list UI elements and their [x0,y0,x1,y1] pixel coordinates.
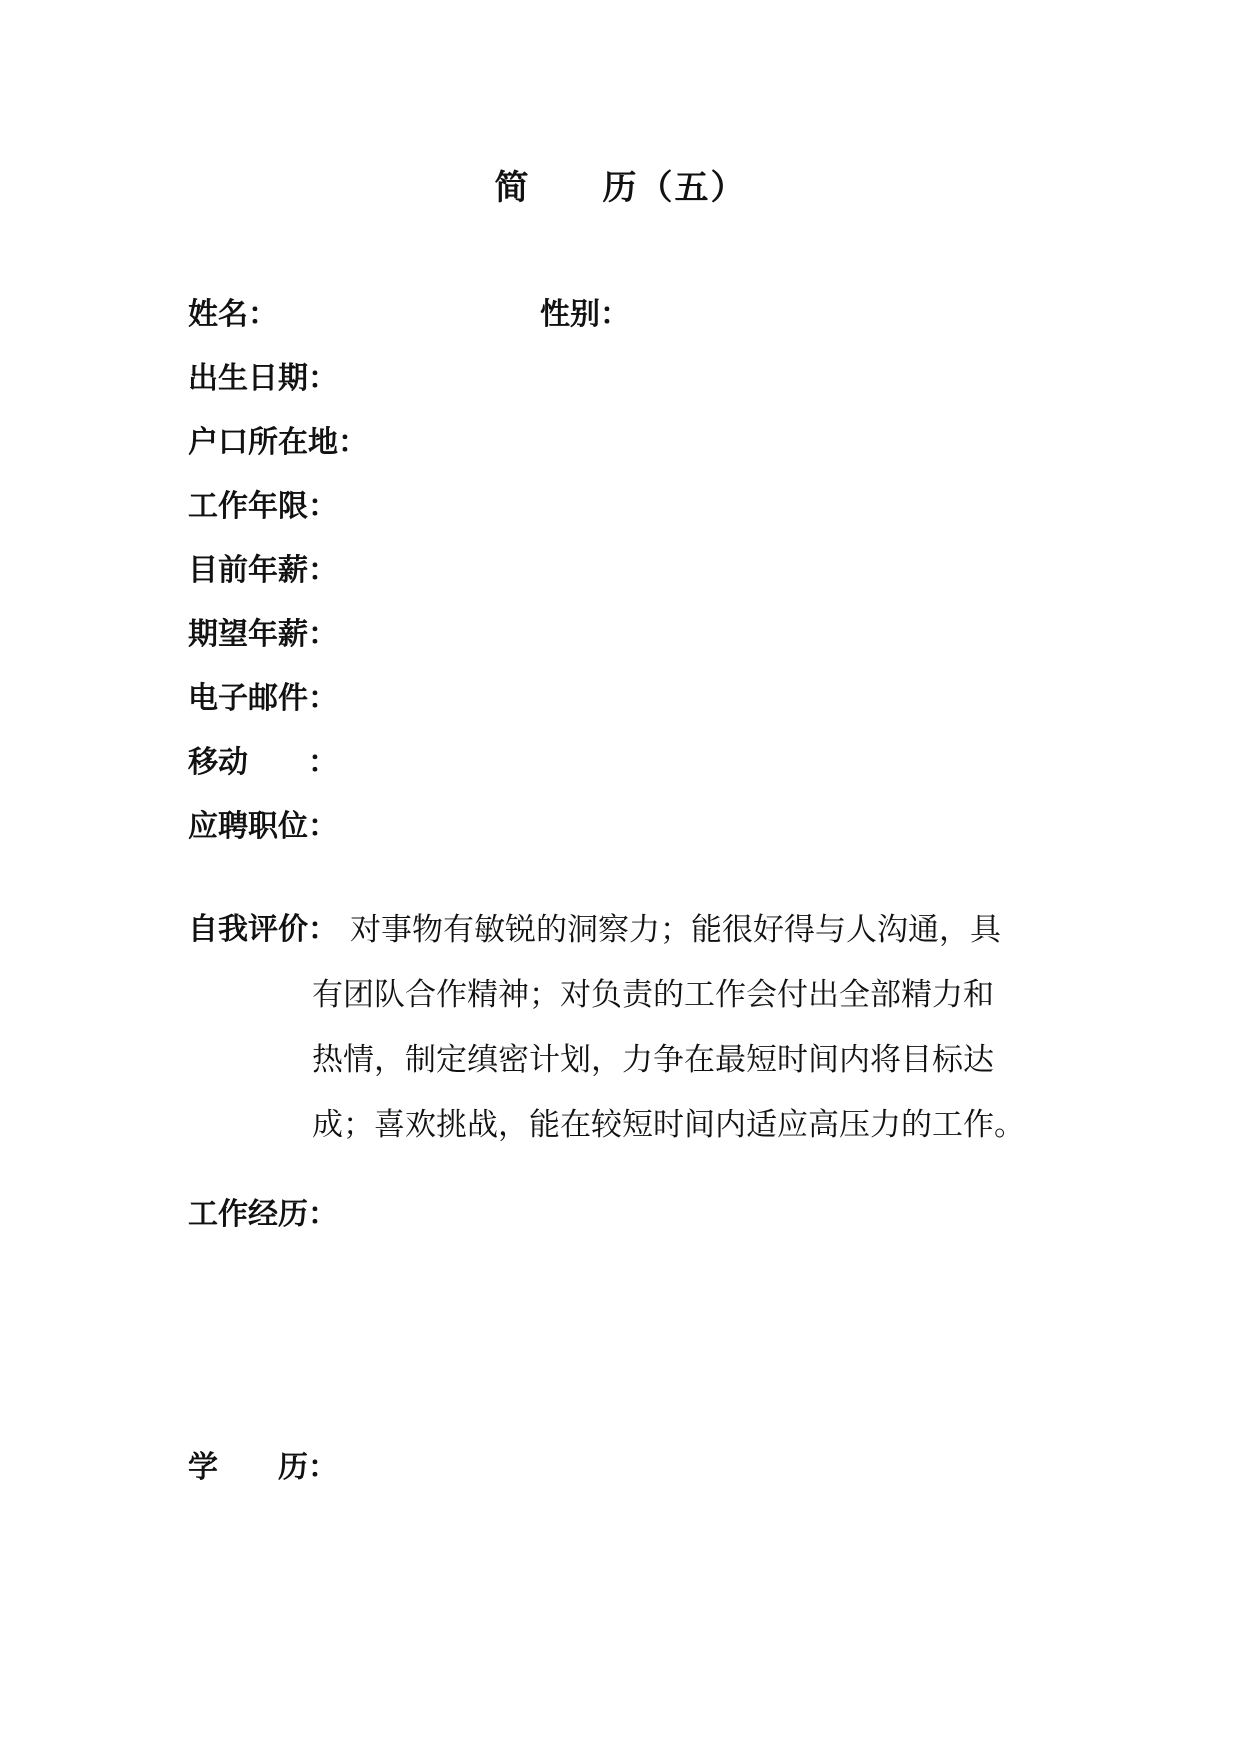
birth-date-label: 出生日期： [188,361,338,396]
mobile-label: 移动 ： [188,745,338,780]
self-evaluation-label: 自我评价： [188,912,338,947]
education-label: 学 历： [188,1450,338,1485]
self-evaluation-line: 有团队合作精神；对负责的工作会付出全部精力和 [312,977,994,1013]
expected-salary-label: 期望年薪： [188,617,338,652]
work-experience-label: 工作经历： [188,1197,338,1232]
self-evaluation-line: 热情，制定缜密计划，力争在最短时间内将目标达 [312,1042,994,1078]
self-evaluation-line: 对事物有敏锐的洞察力；能很好得与人沟通，具 [350,912,1001,948]
position-label: 应聘职位： [188,809,338,844]
hukou-label: 户口所在地： [188,425,368,460]
self-evaluation-line: 成；喜欢挑战，能在较短时间内适应高压力的工作。 [312,1107,1025,1143]
email-label: 电子邮件： [188,681,338,716]
name-label: 姓名： [188,297,278,332]
work-years-label: 工作年限： [188,489,338,524]
gender-label: 性别： [540,297,630,332]
page-title: 简 历（五） [494,168,747,208]
current-salary-label: 目前年薪： [188,553,338,588]
